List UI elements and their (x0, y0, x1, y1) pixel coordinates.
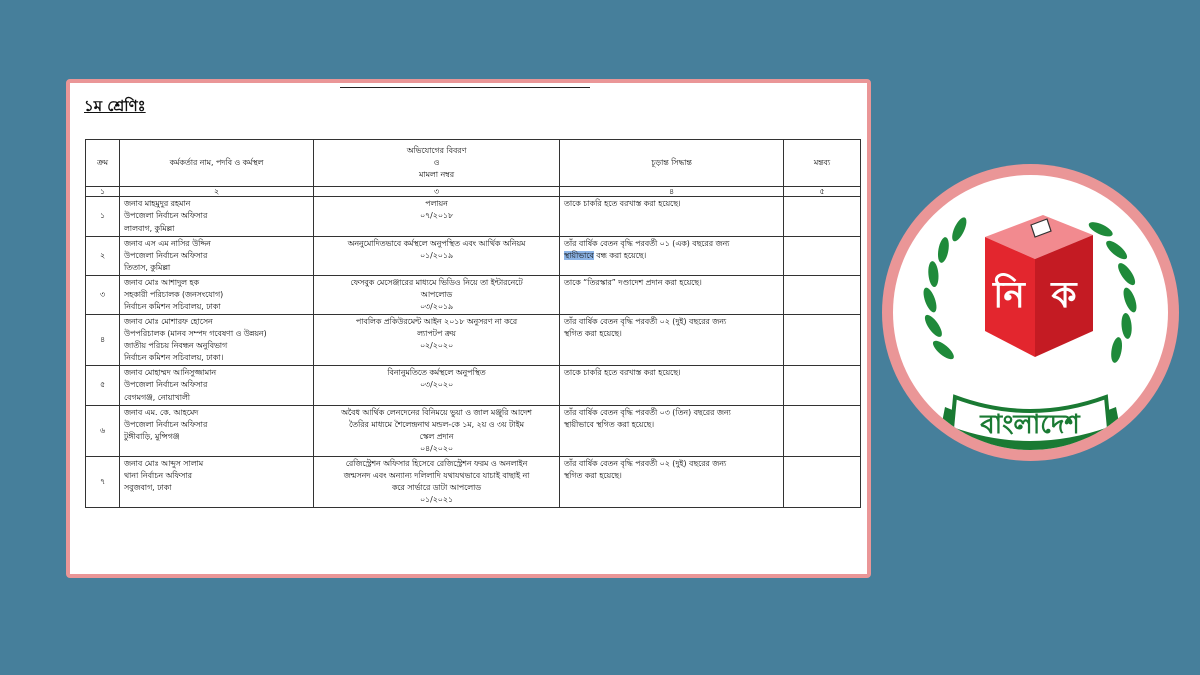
decision-line: স্থগিত করা হয়েছে। (564, 470, 622, 480)
col-header-decision: চূড়ান্ত সিদ্ধান্ত (560, 140, 784, 187)
officer-cell (120, 315, 314, 366)
remarks-cell (784, 405, 861, 456)
leaf-icon (1103, 238, 1129, 262)
decision-line: তাঁর বার্ষিক বেতন বৃদ্ধি পরবর্তী ০২ (দুই) বছরের জন্য (564, 317, 727, 327)
section-heading: ১ম শ্রেণিঃ (84, 97, 146, 115)
col-header-allegation-line: মামলা নম্বর (418, 170, 454, 180)
officer-line: জাতীয় পরিচয় নিবন্ধন অনুবিভাগ (124, 341, 228, 351)
leaf-icon (949, 215, 969, 243)
col-header-officer: কর্মকর্তার নাম, পদবি ও কর্মস্থল (120, 140, 314, 187)
table-row (86, 197, 861, 236)
allegation-line: রেজিস্ট্রেশন অফিসার হিসেবে রেজিস্ট্রেশন ফরম ও অনলাইন (345, 458, 528, 468)
allegation-line: ০৩/২০২০ (419, 380, 454, 390)
highlighted-word: স্থায়ীভাবে (564, 250, 594, 260)
officer-line: উপপরিচালক (মানব সম্পদ গবেষণা ও উন্নয়ন) (124, 329, 267, 339)
allegation-line: ০১/২০২১ (419, 495, 454, 505)
officer-line: নির্বাচন কমিশন সচিবালয়, ঢাকা (124, 301, 221, 311)
allegation-cell (314, 197, 560, 236)
decision-line: তাকে চাকরি হতে বরখাস্ত করা হয়েছে। (564, 199, 681, 209)
officer-line: জনাব এম. কে. আহমেদ (124, 407, 199, 417)
officer-line: উপজেলা নির্বাচন অফিসার (124, 419, 208, 429)
officer-line: জনাব মাহমুদুর রহমান (124, 199, 191, 209)
table-row (86, 236, 861, 275)
allegation-line: ০৭/২০১৮ (419, 211, 454, 221)
decision-cell (560, 315, 784, 366)
allegation-cell (314, 456, 560, 507)
table-row (86, 456, 861, 507)
decision-tail: বন্ধ করা হয়েছে। (593, 250, 647, 260)
allegation-cell (314, 366, 560, 405)
leaf-icon (1109, 336, 1123, 363)
officer-line: নির্বাচন কমিশন সচিবালয়, ঢাকা। (124, 353, 224, 363)
officer-line: সহকারী পরিচালক (জনসংযোগ) (124, 289, 224, 299)
officer-line: উপজেলা নির্বাচন অফিসার (124, 211, 208, 221)
serial-cell: ৬ (86, 405, 120, 456)
allegation-line: ফেসবুক মেসেঞ্জারের মাধ্যমে ভিডিও নিয়ে তা ইন্টারনেটে (350, 277, 523, 287)
leaf-icon (1115, 261, 1138, 288)
allegation-line: অবৈধ আর্থিক লেনদেনের বিনিময়ে ভুয়া ও জাল মঞ্জুরি আদেশ (341, 407, 532, 417)
remarks-cell (784, 236, 861, 275)
box-letter-left: নি (993, 275, 1025, 316)
allegation-line: ল্যাপটপ ক্রয় (417, 329, 456, 339)
allegation-line: তৈরির মাধ্যমে শৈলেন্দ্রনাথ মন্ডল-কে ১ম, ২য় ও ৩য় টাইম (349, 419, 524, 429)
officer-line: থানা নির্বাচন অফিসার (124, 470, 192, 480)
remarks-cell (784, 366, 861, 405)
officer-cell (120, 275, 314, 314)
officer-line: জনাব মোঃ আশাদুল হক (124, 277, 200, 287)
serial-cell: ২ (86, 236, 120, 275)
leaf-icon (927, 261, 939, 288)
officer-cell (120, 456, 314, 507)
decision-line: তাঁর বার্ষিক বেতন বৃদ্ধি পরবর্তী ০৩ (তিন) বছরের জন্য (564, 407, 731, 417)
allegation-line: ০২/২০২০ (419, 341, 454, 351)
table-row (86, 275, 861, 314)
remarks-cell (784, 456, 861, 507)
decision-line: তাঁর বার্ষিক বেতন বৃদ্ধি পরবর্তী ০১ (এক) বছরের জন্য (564, 238, 730, 248)
leaf-icon (936, 236, 950, 263)
officer-line: টুঙ্গীবাড়ি, মুন্সিগঞ্জ (124, 431, 180, 441)
allegation-line: ০৪/২০২০ (419, 443, 454, 453)
box-letter-right: ক (1051, 275, 1077, 316)
decision-cell (560, 456, 784, 507)
column-number-row (86, 187, 861, 197)
decision-cell (560, 275, 784, 314)
allegation-line: বিনানুমতিতে কর্মস্থলে অনুপস্থিত (387, 368, 486, 378)
officer-line: জনাব এস এম নাসির উদ্দিন (124, 238, 211, 248)
decision-line: স্থায়ীভাবে স্থগিত করা হয়েছে। (564, 419, 655, 429)
officer-line: উপজেলা নির্বাচন অফিসার (124, 380, 208, 390)
officer-line: উপজেলা নির্বাচন অফিসার (124, 250, 208, 260)
table-row (86, 405, 861, 456)
remarks-cell (784, 197, 861, 236)
decision-line (564, 250, 779, 262)
allegation-cell (314, 315, 560, 366)
officer-cell (120, 197, 314, 236)
table-header-row (86, 140, 861, 187)
leaf-icon (1120, 313, 1132, 340)
allegation-line: পাবলিক প্রকিউরমেন্ট আইন ২০১৮ অনুসরণ না করে (355, 317, 518, 327)
col-header-allegation-line: ও (433, 157, 440, 167)
officer-cell (120, 366, 314, 405)
remarks-cell (784, 315, 861, 366)
serial-cell: ৩ (86, 275, 120, 314)
officer-line: জনাব মোঃ আব্দুস সালাম (124, 458, 204, 468)
column-number: ৫ (784, 187, 861, 197)
decision-cell (560, 366, 784, 405)
allegation-cell (314, 236, 560, 275)
officer-line: বেগমগঞ্জ, নোয়াখালী (124, 392, 191, 402)
col-header-allegation-line: অভিযোগের বিবরণ (406, 145, 467, 155)
col-header-serial: ক্রম (86, 140, 120, 187)
allegation-line: ০১/২০১৯ (419, 250, 453, 260)
decision-cell (560, 405, 784, 456)
column-number: ৩ (314, 187, 560, 197)
leaf-icon (922, 312, 945, 339)
officer-line: জনাব মোঃ মোশারফ হোসেন (124, 317, 213, 327)
column-number: ১ (86, 187, 120, 197)
allegation-line: আপলোড (420, 289, 453, 299)
election-commission-logo (893, 175, 1168, 450)
table-row (86, 366, 861, 405)
allegation-cell (314, 405, 560, 456)
allegation-cell (314, 275, 560, 314)
col-header-remarks: মন্তব্য (784, 140, 861, 187)
allegation-line: স্কেল প্রদান (419, 431, 454, 441)
decision-line: স্থগিত করা হয়েছে। (564, 329, 622, 339)
officer-line: তিতাস, কুমিল্লা (124, 262, 171, 272)
serial-cell: ৭ (86, 456, 120, 507)
logo-graphic (893, 175, 1168, 450)
disciplinary-table (85, 139, 861, 508)
decision-line: তাঁর বার্ষিক বেতন বৃদ্ধি পরবর্তী ০২ (দুই) বছরের জন্য (564, 458, 727, 468)
officer-cell (120, 236, 314, 275)
officer-cell (120, 405, 314, 456)
decision-cell (560, 236, 784, 275)
allegation-line: অননুমোদিতভাবে কর্মস্থলে অনুপস্থিত এবং আর্থিক অনিয়ম (347, 238, 526, 248)
ribbon-text: বাংলাদেশ (980, 410, 1080, 440)
officer-line: জনাব মোহাম্মদ আনিসুজ্জামান (124, 368, 217, 378)
serial-cell: ১ (86, 197, 120, 236)
decision-line: তাকে চাকরি হতে বরখাস্ত করা হয়েছে। (564, 368, 681, 378)
remarks-cell (784, 275, 861, 314)
cropped-title-underline (340, 79, 590, 88)
serial-cell: ৪ (86, 315, 120, 366)
column-number: ২ (120, 187, 314, 197)
allegation-line: ০৩/২০১৯ (419, 301, 454, 311)
allegation-line: জন্মসনদ এবং অন্যান্য দলিলাদি যথাযথভাবে যাচাই বাছাই না (343, 470, 530, 480)
column-number: ৪ (560, 187, 784, 197)
allegation-line: করে সার্ভারে ডাটা আপলোড (391, 483, 482, 493)
leaf-icon (930, 338, 956, 362)
leaf-icon (1121, 286, 1139, 314)
document-card (66, 79, 871, 578)
col-header-allegation (314, 140, 560, 187)
leaf-icon (921, 286, 939, 314)
serial-cell: ৫ (86, 366, 120, 405)
table-row (86, 315, 861, 366)
decision-line: তাকে “তিরস্কার” দণ্ডাদেশ প্রদান করা হয়েছে। (564, 277, 702, 287)
officer-line: সবুজবাগ, ঢাকা (124, 483, 172, 493)
decision-cell (560, 197, 784, 236)
officer-line: লালবাগ, কুমিল্লা (124, 223, 175, 233)
allegation-line: পলায়ন (425, 199, 448, 209)
